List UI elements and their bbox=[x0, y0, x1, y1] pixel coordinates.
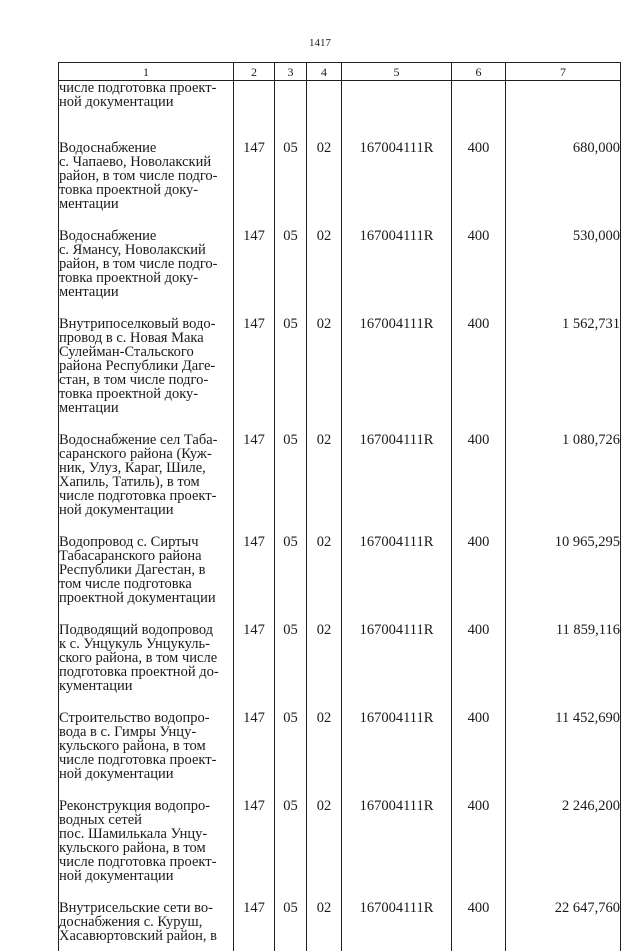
table-row bbox=[59, 81, 621, 142]
code-section: 05 bbox=[275, 711, 307, 799]
code-target-article: 167004111R bbox=[342, 141, 452, 229]
code-ministry: 147 bbox=[234, 799, 275, 901]
item-name: Водоснабжение с. Ямансу, Новолакский район, в том числе подго- товка проектной доку- ментации bbox=[59, 229, 234, 317]
amount: 530,000 bbox=[506, 229, 621, 317]
code-expense-type: 400 bbox=[452, 901, 506, 951]
code-subsection: 02 bbox=[307, 535, 342, 623]
code-subsection: 02 bbox=[307, 317, 342, 433]
col-header-1: 1 bbox=[59, 63, 234, 81]
code-ministry: 147 bbox=[234, 711, 275, 799]
code-section: 05 bbox=[275, 799, 307, 901]
code-target-article: 167004111R bbox=[342, 623, 452, 711]
col-header-7: 7 bbox=[506, 63, 621, 81]
amount: 22 647,760 bbox=[506, 901, 621, 951]
col-header-5: 5 bbox=[342, 63, 452, 81]
page-number: 1417 bbox=[0, 37, 640, 49]
amount: 10 965,295 bbox=[506, 535, 621, 623]
table-row bbox=[59, 901, 621, 951]
code-section: 05 bbox=[275, 141, 307, 229]
code-subsection: 02 bbox=[307, 623, 342, 711]
code-target-article: 167004111R bbox=[342, 711, 452, 799]
table-row bbox=[59, 623, 621, 711]
item-name: Строительство водопро- вода в с. Гимры Унцу- кульского района, в том числе подготовка проект- ной документации bbox=[59, 711, 234, 799]
code-expense-type: 400 bbox=[452, 229, 506, 317]
code-ministry: 147 bbox=[234, 229, 275, 317]
code-expense-type: 400 bbox=[452, 623, 506, 711]
code-target-article bbox=[342, 81, 452, 142]
code-subsection bbox=[307, 81, 342, 142]
code-expense-type: 400 bbox=[452, 711, 506, 799]
table-row bbox=[59, 535, 621, 623]
code-subsection: 02 bbox=[307, 229, 342, 317]
code-ministry bbox=[234, 81, 275, 142]
code-section: 05 bbox=[275, 317, 307, 433]
code-target-article: 167004111R bbox=[342, 229, 452, 317]
item-name: Водопровод с. Сиртыч Табасаранского района Республики Дагестан, в том числе подготовка проектной документации bbox=[59, 535, 234, 623]
code-expense-type: 400 bbox=[452, 535, 506, 623]
amount: 11 859,116 bbox=[506, 623, 621, 711]
code-ministry: 147 bbox=[234, 317, 275, 433]
table-row bbox=[59, 141, 621, 229]
code-expense-type: 400 bbox=[452, 799, 506, 901]
amount: 1 080,726 bbox=[506, 433, 621, 535]
code-ministry: 147 bbox=[234, 623, 275, 711]
item-name: Водоснабжение с. Чапаево, Новолакский район, в том числе подго- товка проектной доку- ментации bbox=[59, 141, 234, 229]
code-target-article: 167004111R bbox=[342, 901, 452, 951]
code-section: 05 bbox=[275, 901, 307, 951]
item-name: Реконструкция водопро- водных сетей пос. Шамилькала Унцу- кульского района, в том числе подготовка проект- ной документации bbox=[59, 799, 234, 901]
table-row bbox=[59, 317, 621, 433]
amount: 1 562,731 bbox=[506, 317, 621, 433]
code-expense-type: 400 bbox=[452, 433, 506, 535]
code-expense-type: 400 bbox=[452, 317, 506, 433]
code-ministry: 147 bbox=[234, 901, 275, 951]
code-section: 05 bbox=[275, 229, 307, 317]
item-name: числе подготовка проект- ной документации bbox=[59, 81, 234, 142]
code-expense-type: 400 bbox=[452, 141, 506, 229]
table-row bbox=[59, 799, 621, 901]
code-section: 05 bbox=[275, 535, 307, 623]
code-section: 05 bbox=[275, 433, 307, 535]
col-header-4: 4 bbox=[307, 63, 342, 81]
table-row bbox=[59, 229, 621, 317]
code-target-article: 167004111R bbox=[342, 317, 452, 433]
amount: 2 246,200 bbox=[506, 799, 621, 901]
table-row bbox=[59, 711, 621, 799]
code-subsection: 02 bbox=[307, 901, 342, 951]
col-header-6: 6 bbox=[452, 63, 506, 81]
code-ministry: 147 bbox=[234, 535, 275, 623]
amount: 11 452,690 bbox=[506, 711, 621, 799]
amount: 680,000 bbox=[506, 141, 621, 229]
table-body bbox=[59, 81, 621, 951]
budget-table bbox=[58, 62, 621, 951]
item-name: Внутрипоселковый водо- провод в с. Новая Мака Сулейман-Стальского района Республики Даге- стан, в том числе подго- товка проектной доку- ментации bbox=[59, 317, 234, 433]
code-section: 05 bbox=[275, 623, 307, 711]
item-name: Подводящий водопровод к с. Унцукуль Унцукуль- ского района, в том числе подготовка проектной до- кументации bbox=[59, 623, 234, 711]
code-section bbox=[275, 81, 307, 142]
col-header-3: 3 bbox=[275, 63, 307, 81]
code-subsection: 02 bbox=[307, 141, 342, 229]
code-subsection: 02 bbox=[307, 433, 342, 535]
code-ministry: 147 bbox=[234, 433, 275, 535]
code-subsection: 02 bbox=[307, 799, 342, 901]
code-target-article: 167004111R bbox=[342, 433, 452, 535]
header-row bbox=[59, 63, 621, 81]
item-name: Внутрисельские сети во- доснабжения с. Куруш, Хасавюртовский район, в bbox=[59, 901, 234, 951]
code-subsection: 02 bbox=[307, 711, 342, 799]
code-ministry: 147 bbox=[234, 141, 275, 229]
code-target-article: 167004111R bbox=[342, 799, 452, 901]
table-row bbox=[59, 433, 621, 535]
code-expense-type bbox=[452, 81, 506, 142]
amount bbox=[506, 81, 621, 142]
code-target-article: 167004111R bbox=[342, 535, 452, 623]
item-name: Водоснабжение сел Таба- саранского района (Куж- ник, Улуз, Караг, Шиле, Хапиль, Татиль), в том числе подготовка проект- ной документации bbox=[59, 433, 234, 535]
col-header-2: 2 bbox=[234, 63, 275, 81]
